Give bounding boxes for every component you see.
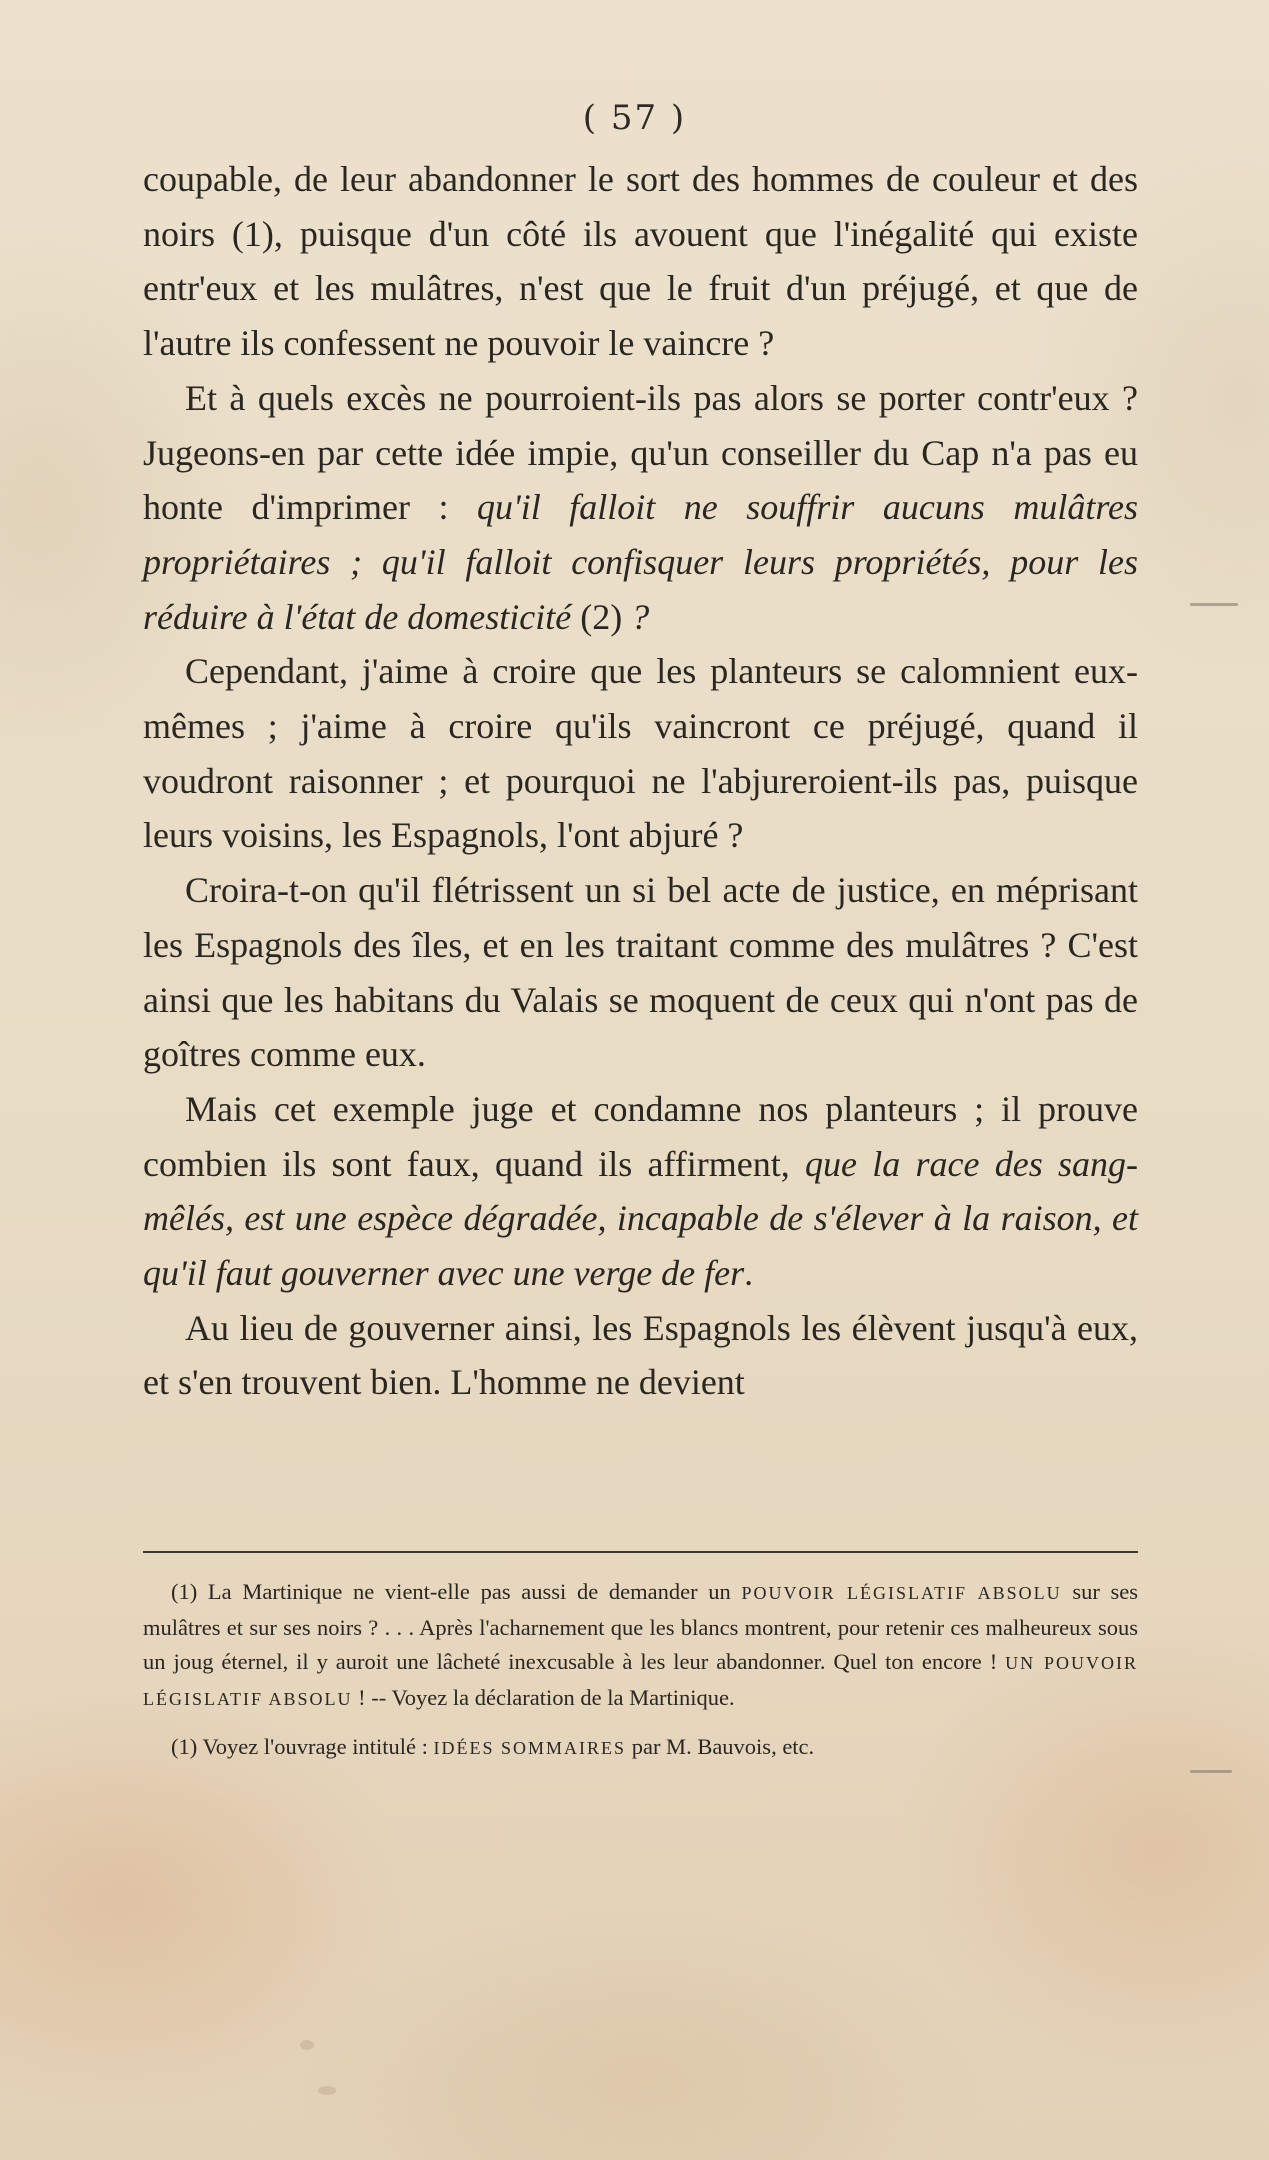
- paragraph: [143, 1082, 1138, 1301]
- text-run: .: [744, 1253, 754, 1294]
- text-run: sur ses mulâtres et sur ses noirs ? . . . Après l'acharnement que les blancs montrent, pour retenir ces malheureux sous un joug éternel, il y auroit une lâcheté inexcusable à les leur abandonner. Quel ton encore !: [143, 1579, 1139, 1674]
- page-edge-mark: [1190, 1770, 1232, 1773]
- small-caps-run: IDÉES SOMMAIRES: [433, 1738, 627, 1758]
- text-run: Croira-t-on qu'il flétrissent un si bel acte de justice, en méprisant les Espagnols des îles, et en les traitant comme des mulâtres ? C'est ainsi que les habitans du Valais se moquent de ceux qui n'ont pas de goîtres comme eux.: [143, 870, 1138, 1075]
- paragraph: [143, 863, 1138, 1082]
- text-run: Et à quels excès ne pourroient-ils pas alors se porter contr'eux ? Jugeons-en par cette idée impie, qu'un conseiller du Cap n'a pas eu honte d'imprimer :: [143, 377, 1138, 528]
- footnote: [143, 1575, 1138, 1716]
- italic-run: qu'il falloit ne souffrir aucuns mulâtres propriétaires ; qu'il falloit confisquer leurs propriétés, pour les réduire à l'état de domesticité: [143, 487, 1138, 637]
- text-run: par M. Bauvois, etc.: [626, 1734, 815, 1759]
- text-run: Mais cet exemple juge et condamne nos planteurs ; il prouve combien ils sont faux, quand ils affirment,: [143, 1088, 1138, 1184]
- text-run: Au lieu de gouverner ainsi, les Espagnols les élèvent jusqu'à eux, et s'en trouvent bien. L'homme ne devient: [143, 1307, 1138, 1403]
- italic-run: ?: [631, 596, 650, 637]
- paragraph: [143, 644, 1138, 863]
- text-run: ! -- Voyez la déclaration de la Martinique.: [352, 1684, 735, 1710]
- paragraph: [143, 371, 1138, 645]
- footnote-rule: [143, 1551, 1138, 1553]
- ink-smudge: [318, 2086, 336, 2095]
- text-run: (2): [571, 596, 632, 637]
- paragraph: [143, 1301, 1138, 1410]
- footnotes: [143, 1575, 1138, 1766]
- ink-smudge: [300, 2040, 314, 2050]
- small-caps-run: UN POUVOIR LÉGISLATIF ABSOLU: [143, 1653, 1138, 1709]
- page-number: ( 57 ): [582, 98, 687, 138]
- italic-run: que la race des sang-mêlés, est une espèce dégradée, incapable de s'élever à la raison, et qu'il faut gouverner avec une verge de fer: [143, 1143, 1138, 1294]
- body-text: [143, 152, 1138, 1410]
- text-run: (1) Voyez l'ouvrage intitulé :: [171, 1734, 434, 1759]
- text-run: (1) La Martinique ne vient-elle pas aussi de demander un: [171, 1579, 742, 1604]
- page-edge-mark: [1190, 603, 1238, 606]
- paragraph: [143, 152, 1138, 371]
- text-run: coupable, de leur abandonner le sort des hommes de couleur et des noirs (1), puisque d'un côté ils avouent que l'inégalité qui existe entr'eux et les mulâtres, n'est que le fruit d'un préjugé, et que de l'autre ils confessent ne pouvoir le vaincre ?: [143, 159, 1138, 364]
- footnote: [143, 1730, 1138, 1766]
- small-caps-run: POUVOIR LÉGISLATIF ABSOLU: [741, 1583, 1062, 1603]
- text-run: Cependant, j'aime à croire que les planteurs se calomnient eux-mêmes ; j'aime à croire qu'ils vaincront ce préjugé, quand il voudront raisonner ; et pourquoi ne l'abjureroient-ils pas, puisque leurs voisins, les Espagnols, l'ont abjuré ?: [143, 651, 1138, 856]
